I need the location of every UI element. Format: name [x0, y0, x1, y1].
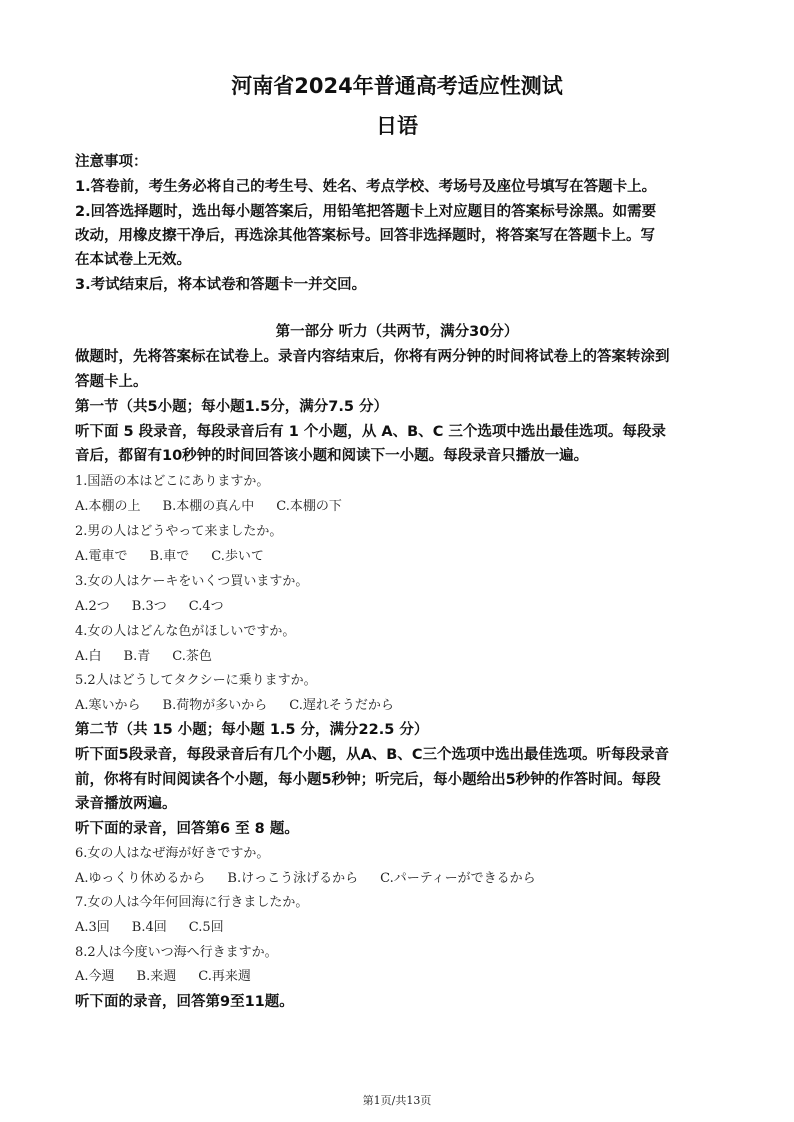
option-a: A.ゆっくり休めるから	[75, 871, 206, 886]
part1-intro-a: 做题时，先将答案标在试卷上。录音内容结束后，你将有两分钟的时间将试卷上的答案转涂到	[75, 349, 670, 365]
section2-sub-heading-1: 听下面的录音，回答第6 至 8 题。	[75, 821, 299, 837]
notice-line-2c: 在本试卷上无效。	[75, 252, 191, 268]
option-b: B.4回	[131, 920, 167, 935]
option-a: A.寒いから	[75, 698, 141, 713]
option-c: C.4つ	[188, 599, 224, 614]
option-a: A.3回	[75, 920, 110, 935]
question-2: 2.男の人はどうやって来ましたか。	[75, 524, 283, 539]
option-c: C.再来週	[198, 969, 251, 984]
question-7-options	[75, 916, 725, 935]
option-c: C.5回	[188, 920, 224, 935]
exam-title: 河南省2024年普通高考适应性测试	[231, 74, 563, 98]
notice-heading: 注意事项：	[75, 154, 148, 170]
notice-line-3: 3.考试结束后，将本试卷和答题卡一并交回。	[75, 277, 367, 293]
option-b: B.来週	[136, 969, 177, 984]
option-b: B.荷物が多いから	[162, 698, 268, 713]
question-1: 1.国語の本はどこにありますか。	[75, 474, 270, 489]
part1-intro-b: 答题卡上。	[75, 374, 148, 390]
part1-heading: 第一部分 听力（共两节，满分30分）	[275, 324, 519, 340]
section2-instr-c: 录音播放两遍。	[75, 796, 177, 812]
option-b: B.車で	[149, 549, 190, 564]
question-4-options	[75, 645, 725, 664]
question-6: 6.女の人はなぜ海が好きですか。	[75, 846, 270, 861]
question-3-options	[75, 595, 725, 614]
option-a: A.本棚の上	[75, 499, 141, 514]
section1-instr-a: 听下面 5 段录音，每段录音后有 1 个小题，从 A、B、C 三个选项中选出最佳选项。每段录	[75, 424, 666, 440]
question-5: 5.2人はどうしてタクシーに乗りますか。	[75, 673, 317, 688]
notice-line-2a: 2.回答选择题时，选出每小题答案后，用铅笔把答题卡上对应题目的答案标号涂黑。如需要	[75, 204, 657, 220]
option-b: B.けっこう泳げるから	[227, 871, 359, 886]
exam-subject: 日语	[376, 114, 418, 138]
section1-heading: 第一节（共5小题；每小题1.5分，满分7.5 分）	[75, 399, 389, 415]
option-c: C.本棚の下	[276, 499, 342, 514]
question-7: 7.女の人は今年何回海に行きましたか。	[75, 895, 309, 910]
option-c: C.歩いて	[211, 549, 264, 564]
option-a: A.2つ	[75, 599, 110, 614]
question-4: 4.女の人はどんな色がほしいですか。	[75, 624, 296, 639]
section2-sub-heading-2: 听下面的录音，回答第9至11题。	[75, 994, 294, 1010]
option-a: A.白	[75, 649, 102, 664]
section2-instr-a: 听下面5段录音，每段录音后有几个小题，从A、B、C三个选项中选出最佳选项。听每段录音	[75, 747, 670, 763]
option-c: C.パーティーができるから	[380, 871, 536, 886]
option-a: A.電車で	[75, 549, 128, 564]
notice-line-2b: 改动，用橡皮擦干净后，再选涂其他答案标号。回答非选择题时，将答案写在答题卡上。写	[75, 228, 655, 244]
question-3: 3.女の人はケーキをいくつ買いますか。	[75, 574, 309, 589]
option-c: C.茶色	[172, 649, 212, 664]
option-b: B.青	[123, 649, 151, 664]
question-5-options	[75, 694, 725, 713]
section2-instr-b: 前，你将有时间阅读各个小题，每小题5秒钟；听完后，每小题给出5秒钟的作答时间。每段	[75, 772, 661, 788]
option-c: C.遅れそうだから	[289, 698, 394, 713]
section2-heading: 第二节（共 15 小题；每小题 1.5 分，满分22.5 分）	[75, 722, 429, 738]
question-1-options	[75, 495, 725, 514]
section1-instr-b: 音后，都留有10秒钟的时间回答该小题和阅读下一小题。每段录音只播放一遍。	[75, 448, 589, 464]
option-b: B.3つ	[131, 599, 167, 614]
option-b: B.本棚の真ん中	[162, 499, 255, 514]
question-2-options	[75, 545, 725, 564]
question-8-options	[75, 965, 725, 984]
notice-line-1: 1.答卷前，考生务必将自己的考生号、姓名、考点学校、考场号及座位号填写在答题卡上。	[75, 179, 657, 195]
question-6-options	[75, 867, 725, 886]
question-8: 8.2人は今度いつ海へ行きますか。	[75, 945, 278, 960]
page-number: 第1页/共13页	[362, 1094, 432, 1107]
option-a: A.今週	[75, 969, 115, 984]
